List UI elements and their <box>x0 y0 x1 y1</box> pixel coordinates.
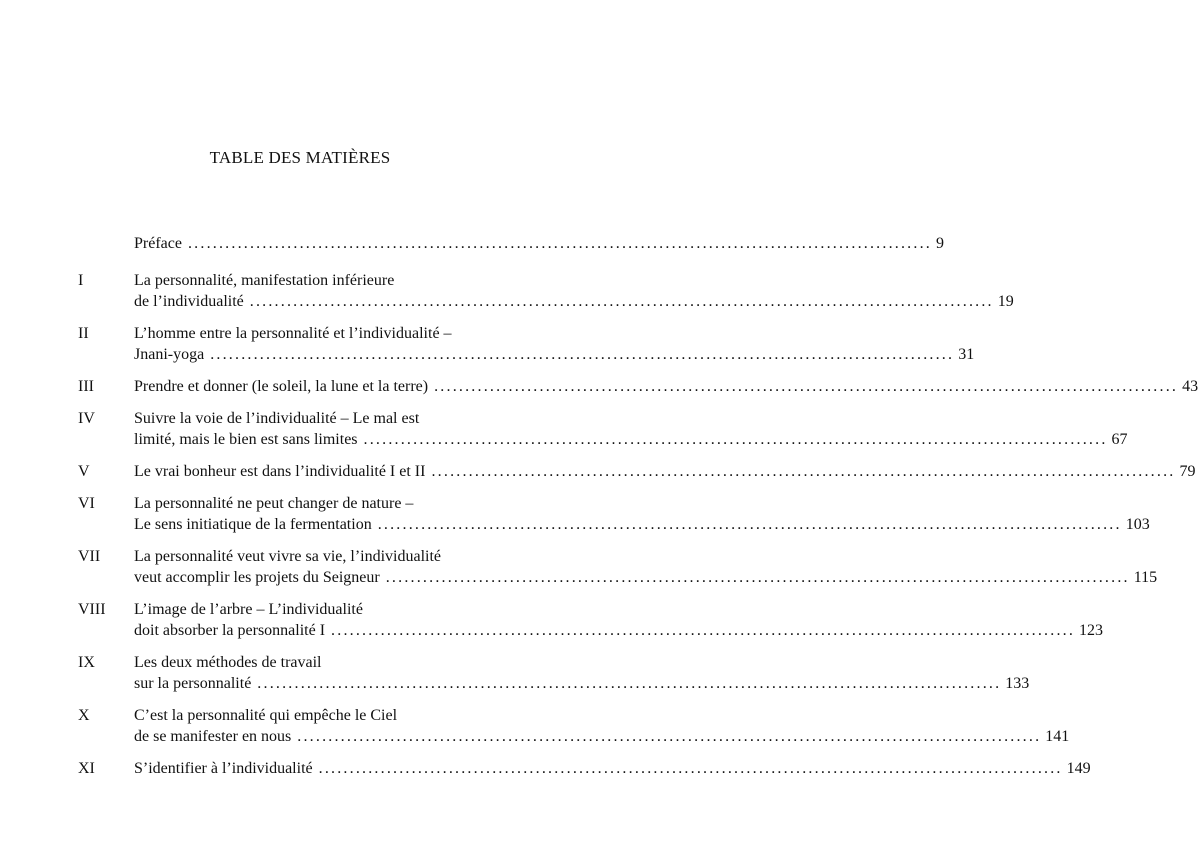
chapter-title-text: C’est la personnalité qui empêche le Ciel <box>134 707 398 724</box>
page-number: 141 <box>1045 728 1070 745</box>
chapter-title-text: Le vrai bonheur est dans l’individualité I et II <box>134 463 426 480</box>
dot-leader: ........................................................................................................................ <box>363 431 1108 448</box>
chapter-title-line <box>134 493 486 514</box>
page-number: 149 <box>1066 760 1091 777</box>
chapter-number: IX <box>78 654 95 671</box>
chapter-title-text: Les deux méthodes de travail <box>134 654 322 671</box>
dot-leader: ........................................................................................................................ <box>318 760 1063 777</box>
chapter-title-line <box>134 726 1070 747</box>
toc-entry[interactable] <box>0 408 1128 450</box>
chapter-title-block <box>134 758 1091 779</box>
chapter-title-block <box>134 705 1070 747</box>
chapter-title-text: Jnani-yoga <box>134 346 205 363</box>
chapter-title-text: Le sens initiatique de la fermentation <box>134 516 372 533</box>
chapter-title-line <box>134 652 486 673</box>
chapter-title-line <box>134 270 486 291</box>
chapter-title-line <box>134 546 486 567</box>
chapter-number: IV <box>78 410 95 427</box>
chapter-title-text: La personnalité veut vivre sa vie, l’individualité <box>134 548 442 565</box>
chapter-title-line <box>134 758 1091 779</box>
dot-leader: ........................................................................................................................ <box>187 235 932 252</box>
chapter-title-text: veut accomplir les projets du Seigneur <box>134 569 380 586</box>
toc-entry[interactable] <box>0 323 975 365</box>
chapter-title-text: S’identifier à l’individualité <box>134 760 313 777</box>
toc-entry[interactable] <box>0 233 944 254</box>
chapter-title-block <box>134 323 975 365</box>
chapter-title-text: L’homme entre la personnalité et l’individualité – <box>134 325 452 342</box>
dot-leader: ........................................................................................................................ <box>257 675 1002 692</box>
page-number: 115 <box>1133 569 1158 586</box>
dot-leader: ........................................................................................................................ <box>210 346 955 363</box>
chapter-title-line <box>134 376 1198 397</box>
chapter-title-block <box>134 493 1150 535</box>
chapter-title-line <box>134 323 486 344</box>
chapter-number: VIII <box>78 601 106 618</box>
chapter-title-text: limité, mais le bien est sans limites <box>134 431 358 448</box>
chapter-number: VII <box>78 548 101 565</box>
chapter-title-text: Suivre la voie de l’individualité – Le mal est <box>134 410 420 427</box>
chapter-title-text: La personnalité, manifestation inférieure <box>134 272 395 289</box>
page-number: 103 <box>1125 516 1150 533</box>
chapter-title-block <box>134 233 944 254</box>
page-number: 123 <box>1079 622 1104 639</box>
chapter-title-text: de l’individualité <box>134 293 244 310</box>
chapter-title-line <box>134 408 486 429</box>
chapter-title-line <box>134 233 944 254</box>
page-number: 9 <box>935 235 944 252</box>
chapter-number: XI <box>78 760 95 777</box>
chapter-title-line <box>134 429 1128 450</box>
dot-leader: ........................................................................................................................ <box>249 293 994 310</box>
chapter-number: III <box>78 378 94 395</box>
page-number: 31 <box>958 346 975 363</box>
chapter-title-line <box>134 599 486 620</box>
chapter-number: X <box>78 707 90 724</box>
chapter-number: I <box>78 272 84 289</box>
dot-leader: ........................................................................................................................ <box>297 728 1042 745</box>
toc-entry[interactable] <box>0 493 1150 535</box>
toc-list <box>0 233 1198 779</box>
chapter-title-line <box>134 673 1030 694</box>
chapter-title-line <box>134 344 975 365</box>
page-number: 79 <box>1179 463 1196 480</box>
page-number: 19 <box>997 293 1014 310</box>
toc-entry[interactable] <box>0 758 1091 779</box>
dot-leader: ........................................................................................................................ <box>377 516 1122 533</box>
chapter-title-block <box>134 546 1158 588</box>
toc-entry[interactable] <box>0 599 1104 641</box>
chapter-title-line <box>134 705 486 726</box>
chapter-title-block <box>134 270 1014 312</box>
chapter-title-line <box>134 461 1196 482</box>
chapter-title-text: de se manifester en nous <box>134 728 292 745</box>
chapter-title-line <box>134 620 1104 641</box>
toc-entry[interactable] <box>0 705 1070 747</box>
toc-entry[interactable] <box>0 376 1198 397</box>
chapter-title-block <box>134 376 1198 397</box>
chapter-title-text: Préface <box>134 235 182 252</box>
chapter-title-line <box>134 567 1158 588</box>
page-number: 43 <box>1182 378 1198 395</box>
page-number: 67 <box>1111 431 1128 448</box>
toc-entry[interactable] <box>0 461 1196 482</box>
chapter-title-block <box>134 461 1196 482</box>
chapter-title-block <box>134 599 1104 641</box>
chapter-title-text: L’image de l’arbre – L’individualité <box>134 601 363 618</box>
chapter-number: II <box>78 325 89 342</box>
toc-entry[interactable] <box>0 546 1158 588</box>
dot-leader: ........................................................................................................................ <box>385 569 1130 586</box>
chapter-number: V <box>78 463 90 480</box>
chapter-title-text: doit absorber la personnalité I <box>134 622 326 639</box>
dot-leader: ........................................................................................................................ <box>434 378 1179 395</box>
chapter-title-block <box>134 408 1128 450</box>
toc-entry[interactable] <box>0 652 1030 694</box>
chapter-title-text: La personnalité ne peut changer de nature – <box>134 495 414 512</box>
toc-entry[interactable] <box>0 270 1014 312</box>
dot-leader: ........................................................................................................................ <box>431 463 1176 480</box>
chapter-title-text: Prendre et donner (le soleil, la lune et la terre) <box>134 378 429 395</box>
chapter-title-line <box>134 291 1014 312</box>
toc-title: TABLE DES MATIÈRES <box>209 148 391 167</box>
chapter-title-text: sur la personnalité <box>134 675 252 692</box>
chapter-number: VI <box>78 495 95 512</box>
chapter-title-block <box>134 652 1030 694</box>
page-number: 133 <box>1005 675 1030 692</box>
dot-leader: ........................................................................................................................ <box>331 622 1076 639</box>
chapter-title-line <box>134 514 1150 535</box>
